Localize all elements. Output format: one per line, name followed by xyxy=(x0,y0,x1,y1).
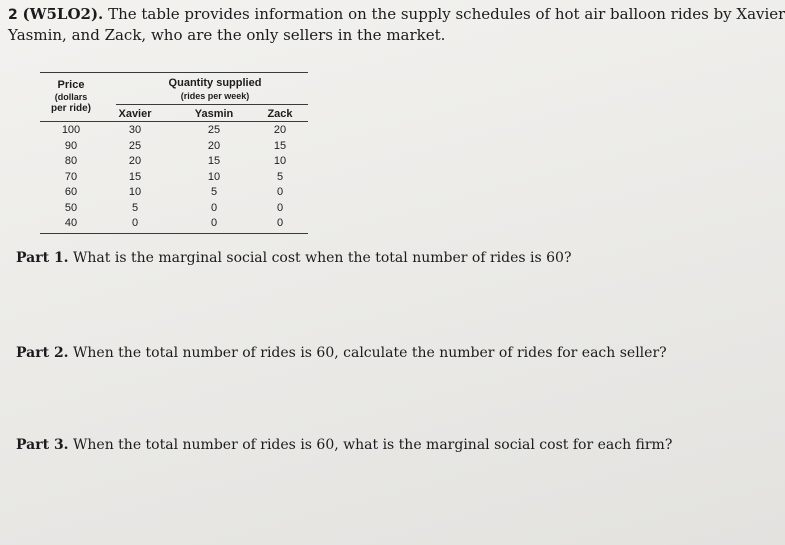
question-tag: (W5LO2). xyxy=(22,5,104,23)
price-cell: 40 xyxy=(64,217,78,229)
price-header xyxy=(40,79,102,115)
price-cell: 100 xyxy=(61,124,81,136)
part-3-question xyxy=(16,436,672,454)
yasmin-cell: 10 xyxy=(207,170,221,183)
price-header-unit-2: per ride) xyxy=(50,103,91,114)
yasmin-cell: 15 xyxy=(207,155,221,167)
table-row xyxy=(40,139,308,155)
table-bottom-rule xyxy=(40,233,308,234)
yasmin-cell: 20 xyxy=(207,139,221,152)
xavier-cell: 20 xyxy=(128,155,142,167)
zack-cell: 0 xyxy=(276,201,284,214)
column-header-rule xyxy=(40,121,308,122)
question-number: 2 xyxy=(8,7,18,23)
part-3-label: Part 3. xyxy=(16,437,69,453)
xavier-cell: 30 xyxy=(128,124,142,136)
price-cell: 50 xyxy=(64,201,78,214)
part-2-text: When the total number of rides is 60, calculate the number of rides for each seller? xyxy=(73,345,667,361)
table-row xyxy=(40,170,308,186)
table-row xyxy=(40,216,308,232)
yasmin-cell: 0 xyxy=(210,201,218,214)
yasmin-cell: 0 xyxy=(210,217,218,229)
price-cell: 70 xyxy=(64,170,78,183)
column-header-yasmin: Yasmin xyxy=(194,108,234,120)
part-2-question xyxy=(16,344,667,362)
zack-cell: 5 xyxy=(276,170,284,183)
part-1-text: What is the marginal social cost when the total number of rides is 60? xyxy=(73,250,572,266)
yasmin-cell: 5 xyxy=(210,186,218,198)
table-top-rule xyxy=(40,72,308,73)
table-row xyxy=(40,154,308,170)
question-text-line-2: Yasmin, and Zack, who are the only sellers in the market. xyxy=(8,26,446,44)
zack-cell: 20 xyxy=(273,124,287,136)
table-row xyxy=(40,185,308,201)
zack-cell: 10 xyxy=(273,155,287,167)
part-3-text: When the total number of rides is 60, what is the marginal social cost for each firm? xyxy=(73,437,673,453)
zack-cell: 15 xyxy=(273,139,287,152)
part-1-label: Part 1. xyxy=(16,250,69,266)
quantity-header-rule xyxy=(116,104,308,105)
xavier-cell: 5 xyxy=(131,201,139,214)
zack-cell: 0 xyxy=(276,186,284,198)
column-header-xavier: Xavier xyxy=(118,108,152,120)
part-1-question xyxy=(16,249,571,267)
quantity-header-unit: (rides per week) xyxy=(180,91,250,101)
question-line-1 xyxy=(8,4,785,25)
table-row xyxy=(40,201,308,217)
xavier-cell: 10 xyxy=(128,186,142,198)
column-header-zack: Zack xyxy=(267,108,293,120)
xavier-cell: 25 xyxy=(128,139,142,152)
question-heading xyxy=(8,4,785,45)
part-2-label: Part 2. xyxy=(16,345,69,361)
yasmin-cell: 25 xyxy=(207,124,221,136)
quantity-header-label: Quantity supplied xyxy=(168,77,262,89)
table-row xyxy=(40,123,308,139)
xavier-cell: 0 xyxy=(131,217,139,229)
price-cell: 60 xyxy=(64,186,78,198)
zack-cell: 0 xyxy=(276,217,284,229)
price-cell: 80 xyxy=(64,155,78,167)
quantity-header xyxy=(125,77,305,103)
price-header-label: Price xyxy=(57,79,85,91)
question-text-line-1: The table provides information on the supply schedules of hot air balloon rides by Xavier xyxy=(108,5,785,23)
price-cell: 90 xyxy=(64,139,78,152)
price-header-unit-1: (dollars xyxy=(54,92,88,102)
xavier-cell: 15 xyxy=(128,170,142,183)
